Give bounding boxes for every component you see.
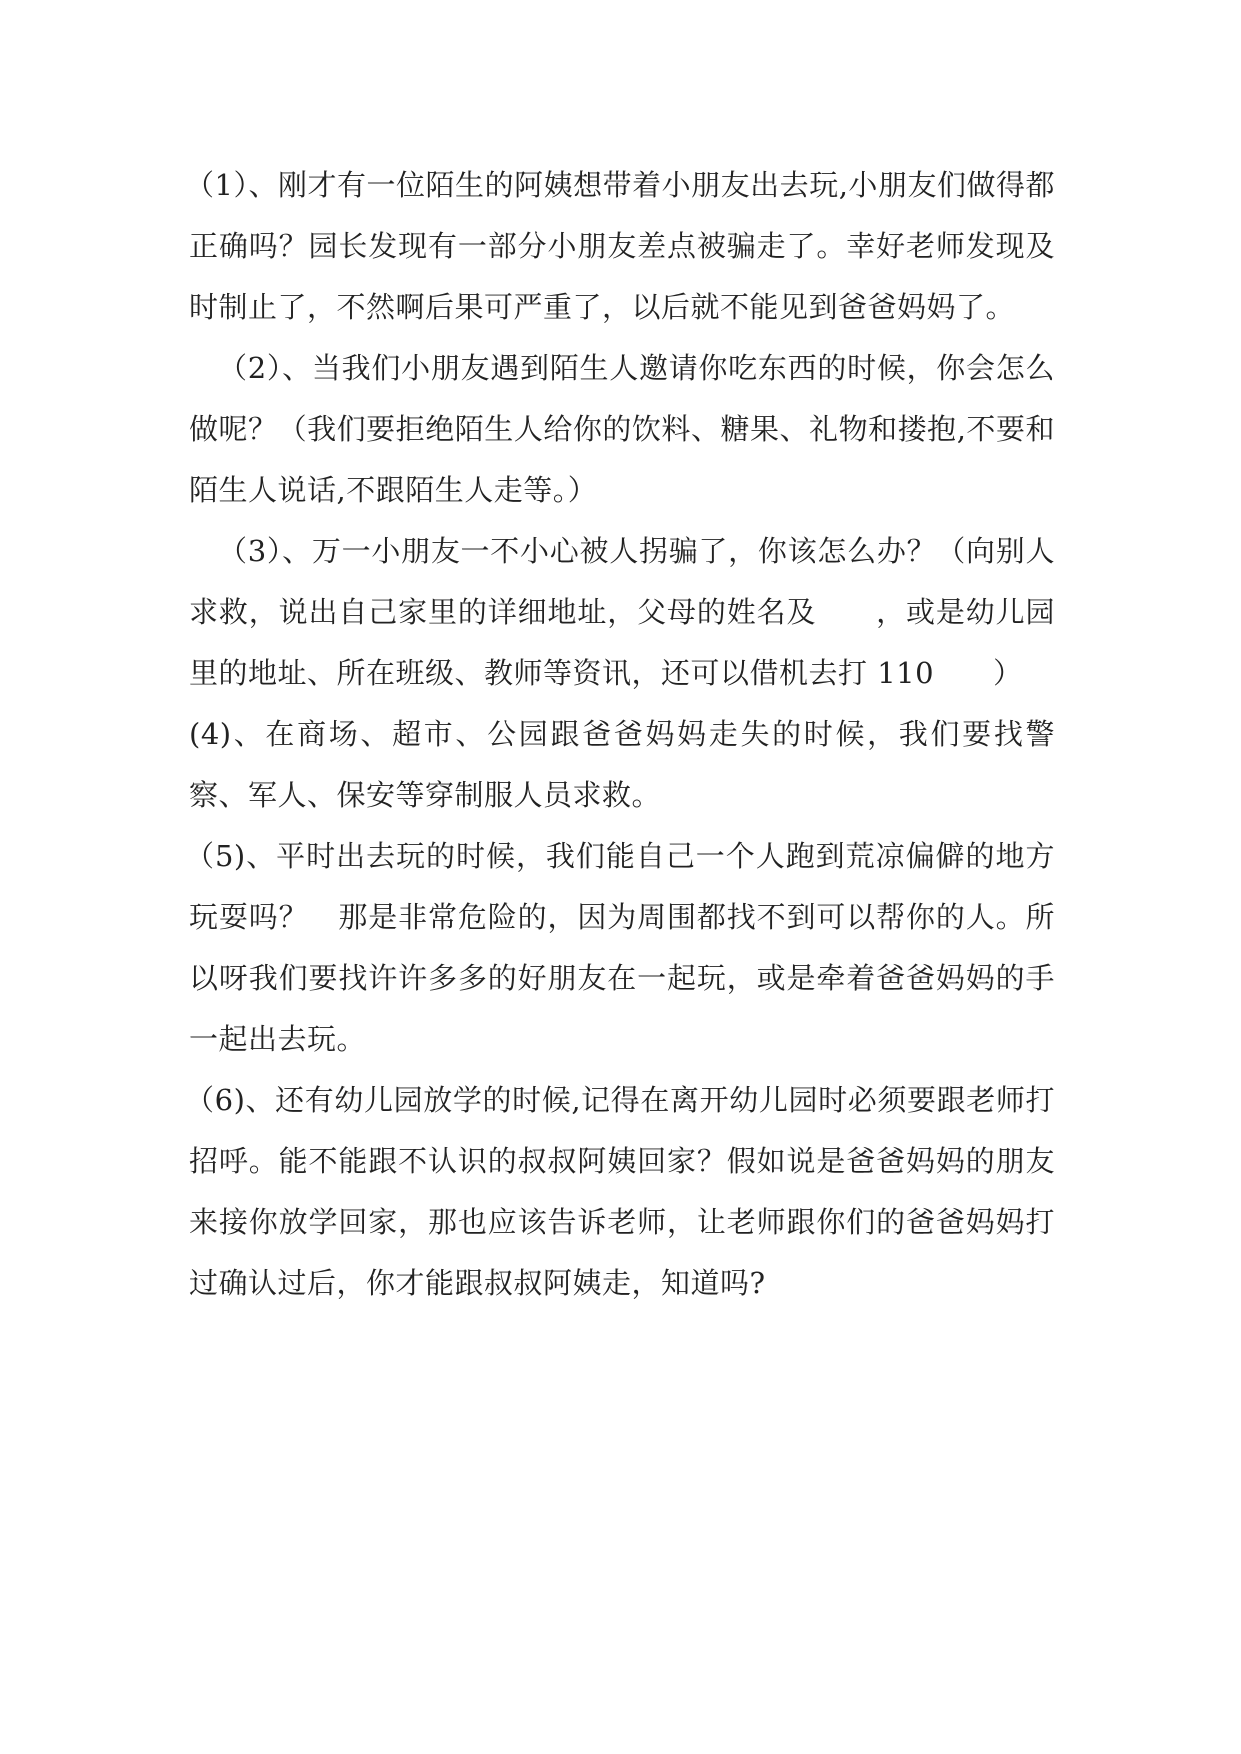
paragraph-3: （3）、万一小朋友一不小心被人拐骗了，你该怎么办？（向别人求救，说出自己家里的详细地址，父母的姓名及 ，或是幼儿园里的地址、所在班级、教师等资讯，还可以借机去打 110 ） (189, 534, 1055, 690)
paragraph-1: （1）、刚才有一位陌生的阿姨想带着小朋友出去玩,小朋友们做得都正确吗？园长发现有一部分小朋友差点被骗走了。幸好老师发现及时制止了，不然啊后果可严重了，以后就不能见到爸爸妈妈了。 (185, 168, 1055, 324)
paragraph-5: （5)、平时出去玩的时候，我们能自己一个人跑到荒凉偏僻的地方玩耍吗？ 那是非常危险的，因为周围都找不到可以帮你的人。所以呀我们要找许许多多的好朋友在一起玩，或是牵着爸爸妈妈的手一起出去玩。 (185, 839, 1055, 1056)
paragraph-6: （6)、还有幼儿园放学的时候,记得在离开幼儿园时必须要跟老师打招呼。能不能跟不认识的叔叔阿姨回家？假如说是爸爸妈妈的朋友来接你放学回家，那也应该告诉老师，让老师跟你们的爸爸妈妈打过确认过后，你才能跟叔叔阿姨走，知道吗? (185, 1083, 1055, 1300)
paragraph-2: （2）、当我们小朋友遇到陌生人邀请你吃东西的时候，你会怎么做呢？（我们要拒绝陌生人给你的饮料、糖果、礼物和搂抱,不要和陌生人说话,不跟陌生人走等。） (189, 351, 1055, 507)
document-body (185, 155, 1055, 1314)
paragraph-4: (4)、在商场、超市、公园跟爸爸妈妈走失的时候，我们要找警察、军人、保安等穿制服人员求救。 (189, 717, 1055, 812)
